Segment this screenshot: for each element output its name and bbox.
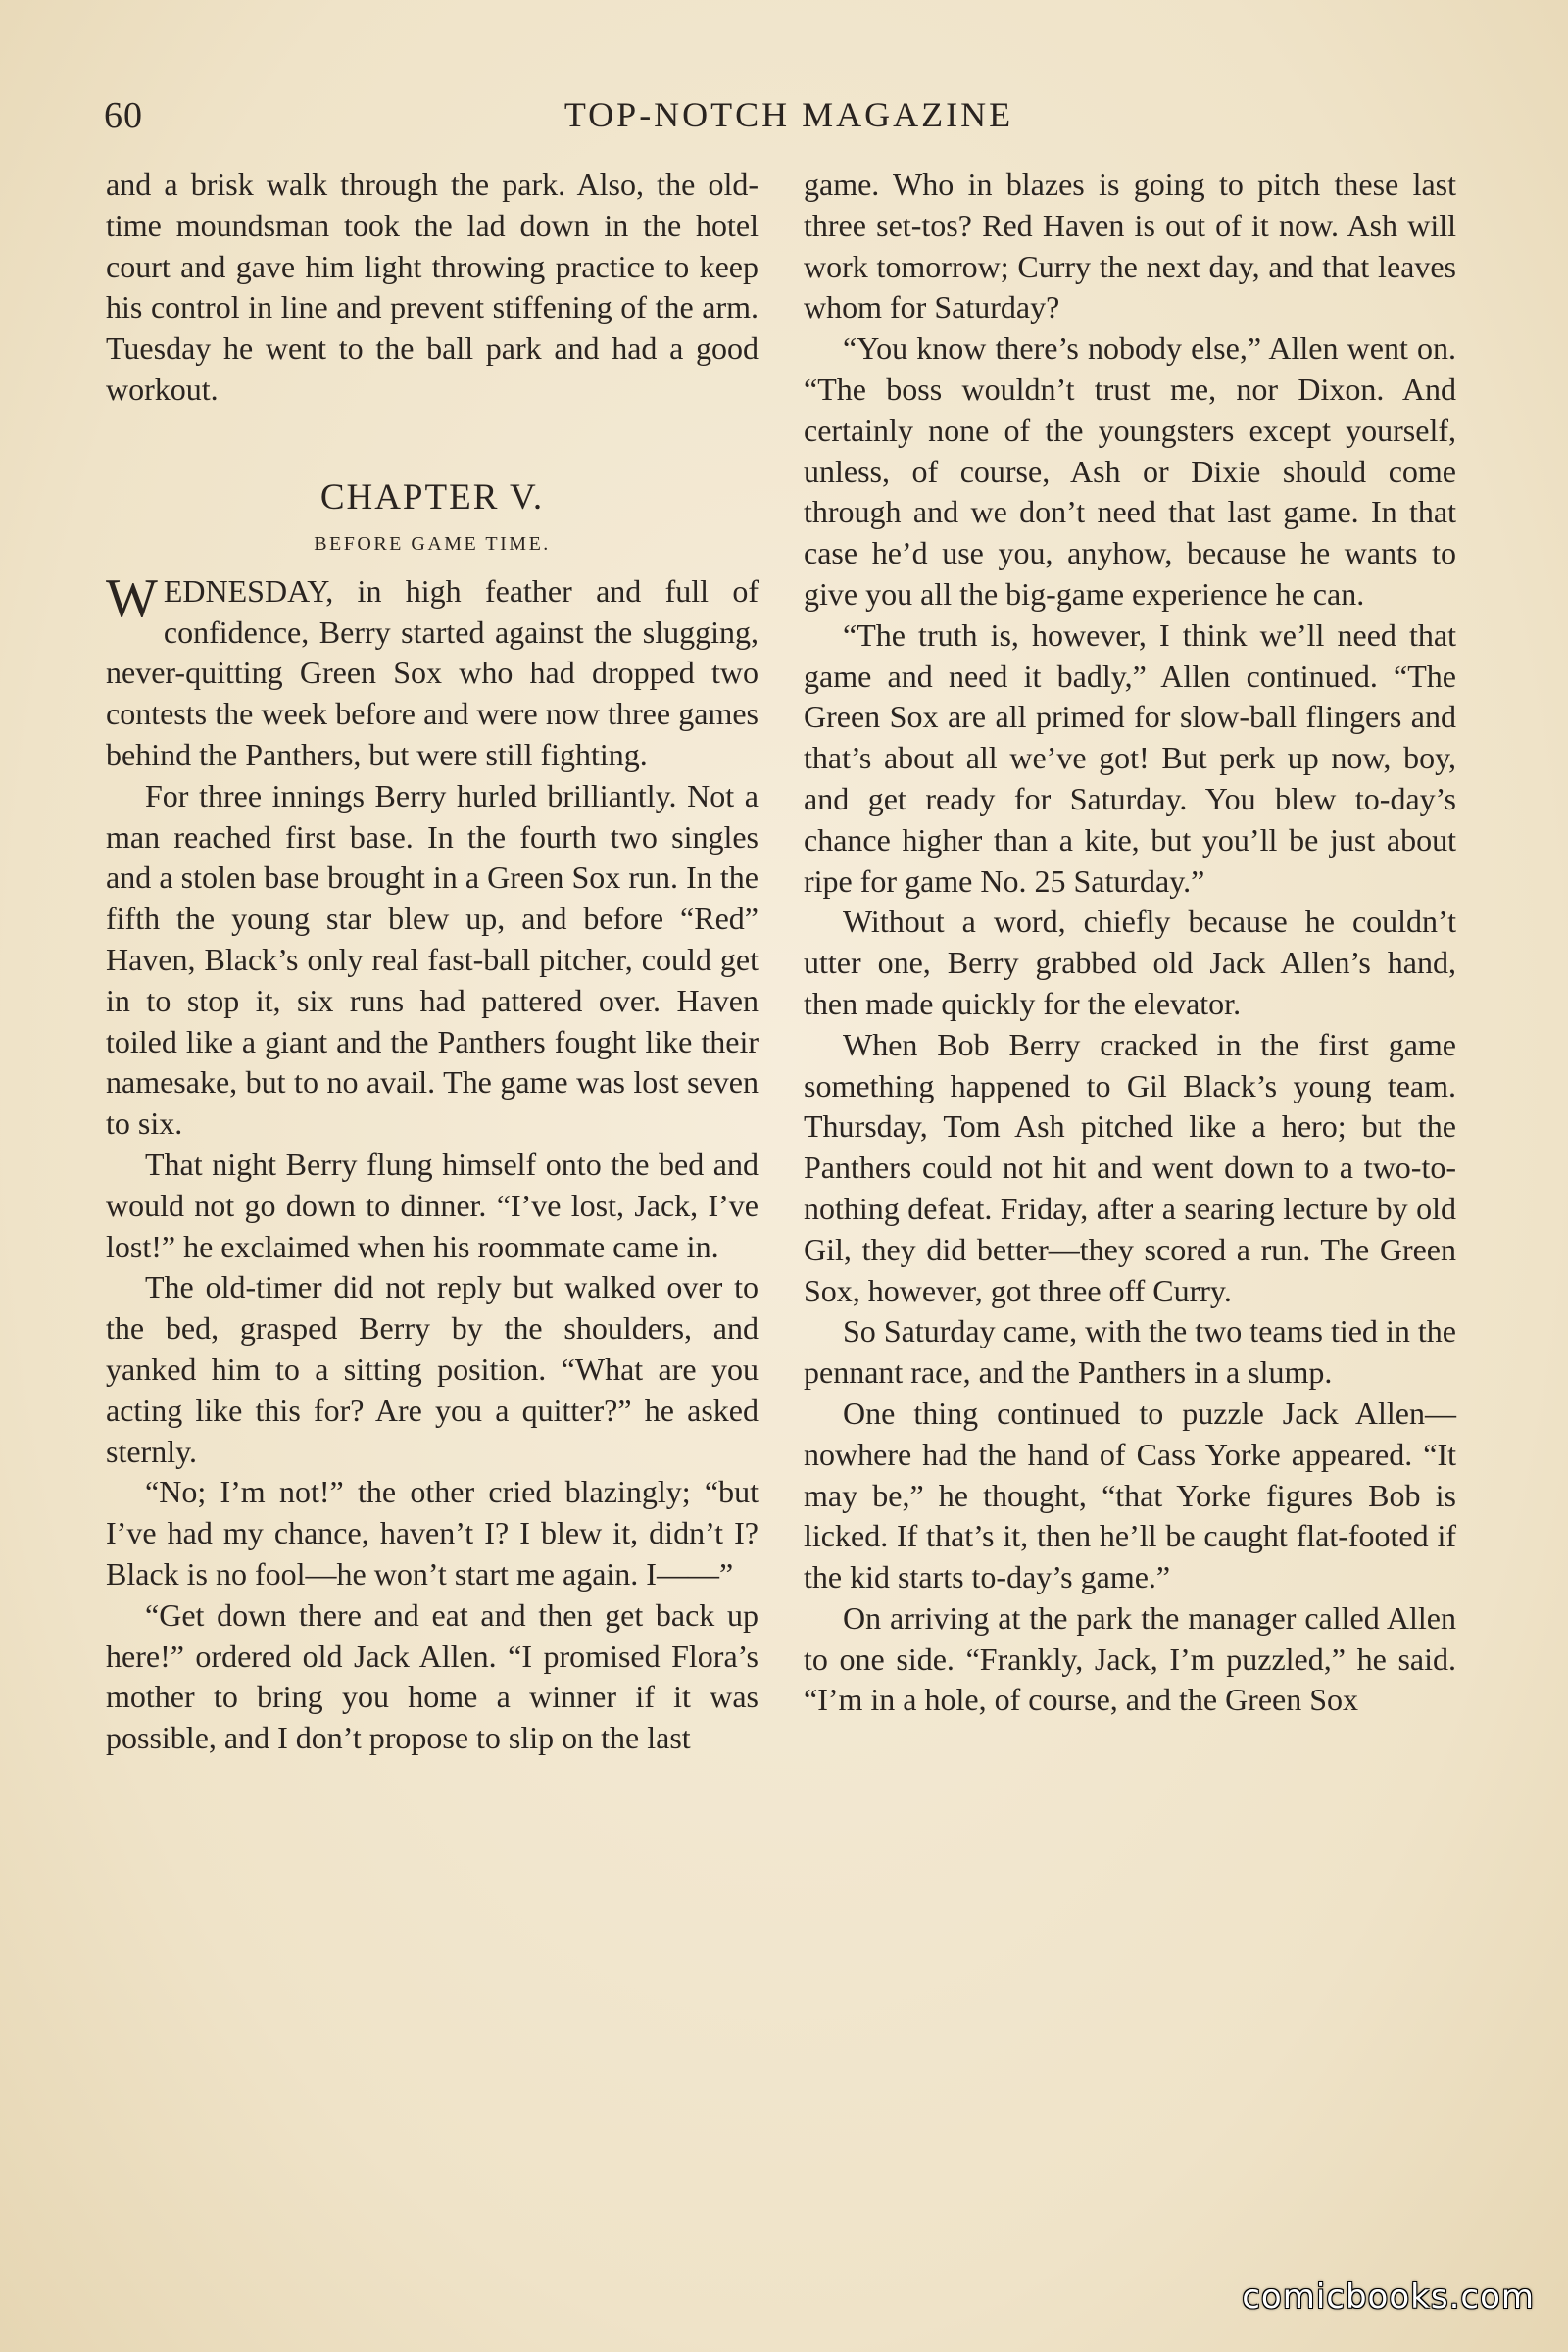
chapter-subtitle: BEFORE GAME TIME. bbox=[314, 532, 551, 555]
right-column bbox=[804, 165, 1456, 1721]
paragraph: “You know there’s nobody else,” Allen went on. “The boss wouldn’t trust me, nor Dixon. And certainly none of the youngsters except yourself, unless, of course, Ash or Dixie should come through and we don’t need that last game. In that case he’d use you, anyhow, because he wants to give you all the big-game experience he can. bbox=[804, 330, 1456, 612]
paragraph: That night Berry flung himself onto the bed and would not go down to dinner. “I’ve lost, Jack, I’ve lost!” he exclaimed when his roommate came in. bbox=[106, 1146, 759, 1264]
opening-text: EDNESDAY, in high feather and full of confidence, Berry started against the slugging, never-quitting Green Sox who had dropped two contests the week before and were now three games behind the Panthers, but were still fighting. bbox=[106, 572, 759, 772]
page-header bbox=[104, 94, 1474, 143]
paragraph: “Get down there and eat and then get back up here!” ordered old Jack Allen. “I promised Flora’s mother to bring you home a winner if it was possible, and I don’t propose to slip on the last bbox=[106, 1596, 759, 1756]
paragraph: So Saturday came, with the two teams tied in the pennant race, and the Panthers in a slump. bbox=[804, 1313, 1456, 1391]
paragraph: For three innings Berry hurled brilliantly. Not a man reached first base. In the fourth two singles and a stolen base brought in a Green Sox run. In the fifth the young star blew up, and before “Red” Haven, Black’s only real fast-ball pitcher, could get in to stop it, six runs had pattered over. Haven toiled like a giant and the Panthers fought like their namesake, but to no avail. The game was lost seven to six. bbox=[106, 777, 759, 1142]
chapter-opening-paragraph bbox=[106, 567, 759, 776]
paragraph: game. Who in blazes is going to pitch these last three set-tos? Red Haven is out of it now. Ash will work tomorrow; Curry the next day, and that leaves whom for Saturday? bbox=[804, 167, 1456, 325]
drop-cap: W bbox=[106, 567, 158, 629]
running-head: TOP-NOTCH MAGAZINE bbox=[564, 95, 1014, 134]
paragraph: Without a word, chiefly because he couldn’t utter one, Berry grabbed old Jack Allen’s hand, then made quickly for the elevator. bbox=[804, 904, 1456, 1021]
left-column bbox=[106, 165, 759, 1759]
paragraph: “The truth is, however, I think we’ll need that game and need it badly,” Allen continued. “The Green Sox are all primed for slow-ball flingers and that’s about all we’ve got! But perk up now, boy, and get ready for Saturday. You blew to-day’s chance higher than a kite, but you’ll be just about ripe for game No. 25 Saturday.” bbox=[804, 616, 1456, 899]
paragraph: On arriving at the park the manager called Allen to one side. “Frankly, Jack, I’m puzzled,” he said. “I’m in a hole, of course, and the Green Sox bbox=[804, 1599, 1456, 1718]
site-watermark: comicbooks.com bbox=[1242, 2278, 1535, 2317]
paragraph: One thing continued to puzzle Jack Allen—nowhere had the hand of Cass Yorke appeared. “It may be,” he thought, “that Yorke figures Bob is licked. If that’s it, then he’ll be caught flat-footed if the kid starts to-day’s game.” bbox=[804, 1395, 1456, 1595]
paragraph: and a brisk walk through the park. Also, the old-time moundsman took the lad down in the hotel court and gave him light throwing practice to keep his control in line and prevent stiffening of the arm. Tuesday he went to the ball park and had a good workout. bbox=[106, 167, 759, 407]
chapter-title: CHAPTER V. bbox=[319, 476, 545, 517]
page-number: 60 bbox=[104, 95, 143, 136]
paragraph: The old-timer did not reply but walked over to the bed, grasped Berry by the shoulders, and yanked him to a sitting position. “What are you acting like this for? Are you a quitter?” he asked sternly. bbox=[106, 1269, 759, 1469]
paragraph: When Bob Berry cracked in the first game something happened to Gil Black’s young team. Thursday, Tom Ash pitched like a hero; but the Panthers could not hit and went down to a two-to-nothing defeat. Friday, after a searing lecture by old Gil, they did better—they scored a run. The Green Sox, however, got three off Curry. bbox=[804, 1026, 1456, 1308]
paragraph: “No; I’m not!” the other cried blazingly; “but I’ve had my chance, haven’t I? I blew it, didn’t I? Black is no fool—he won’t start me again. I——” bbox=[106, 1474, 759, 1592]
